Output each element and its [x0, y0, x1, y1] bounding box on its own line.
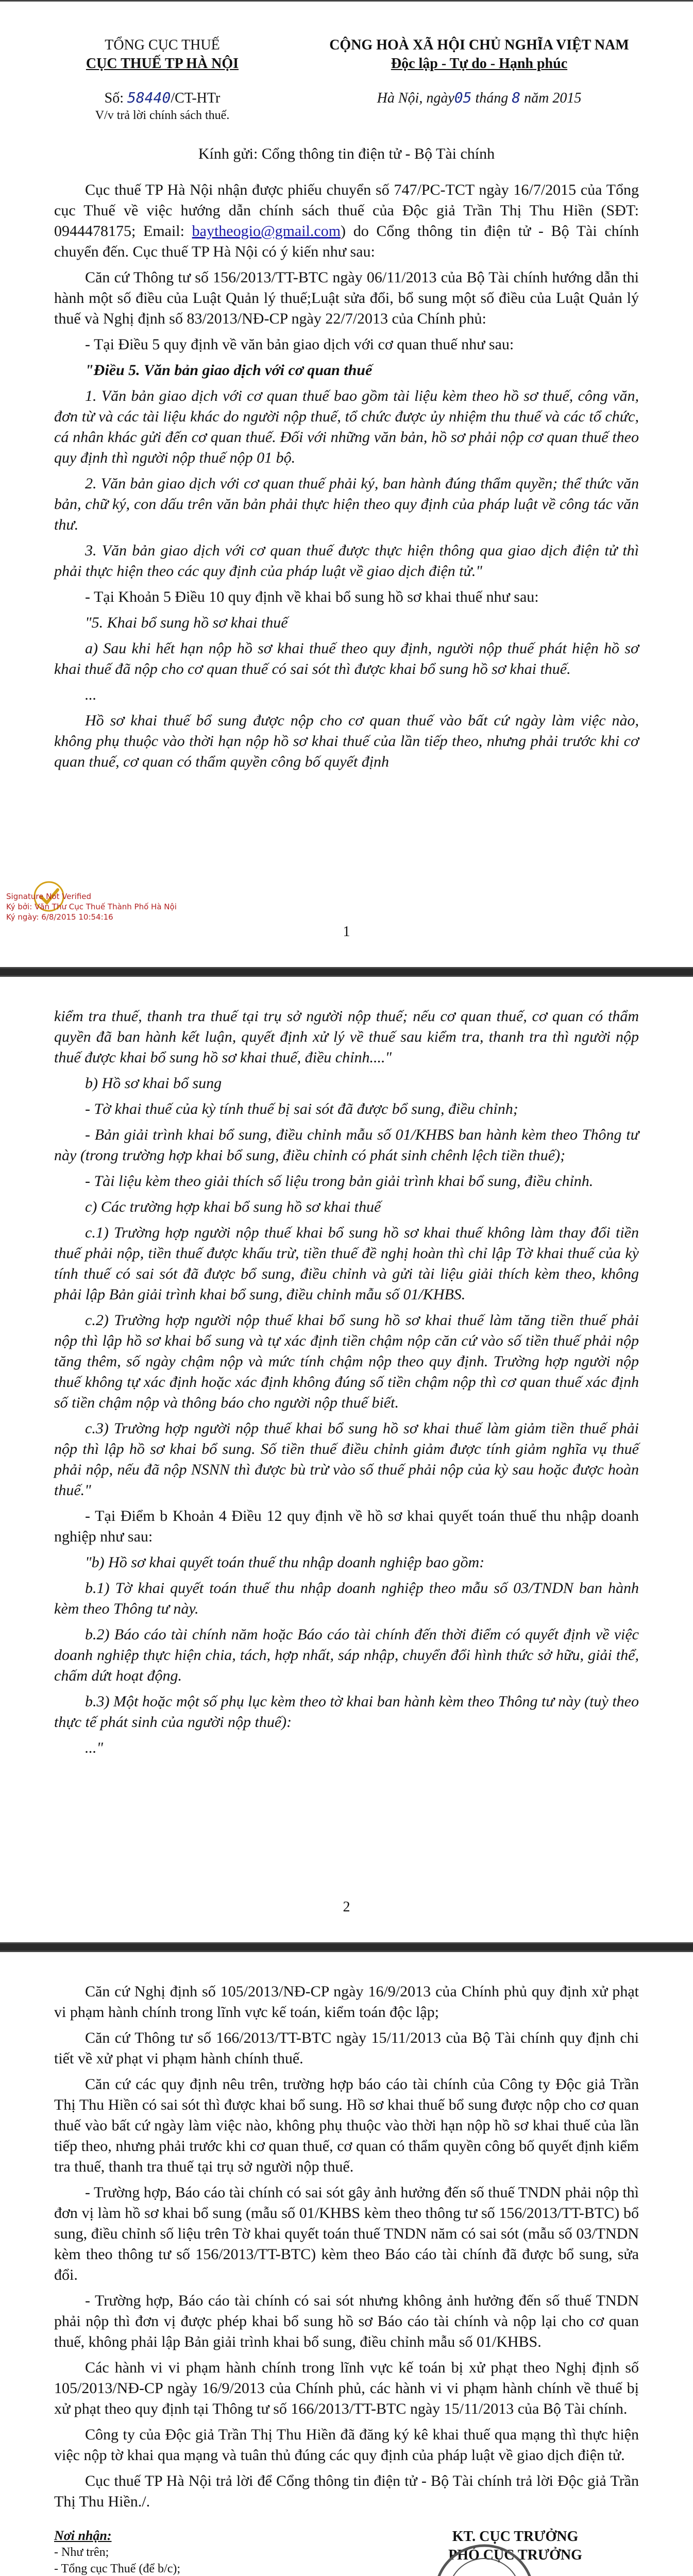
paragraph: Căn cứ Thông tư số 166/2013/TT-BTC ngày 15/11/2013 của Bộ Tài chính quy định chi tiết về xử phạt vi phạm hành chính thuế. — [54, 2029, 639, 2067]
country-name: CỘNG HOÀ XÃ HỘI CHỦ NGHĨA VIỆT NAM — [329, 37, 629, 53]
date-month-handwritten: 8 — [512, 89, 521, 106]
esign-status: Signature Not Verified — [6, 892, 92, 901]
motto: Độc lập - Tự do - Hạnh phúc — [391, 56, 568, 72]
page-separator — [0, 1944, 693, 1951]
signer-block — [392, 2528, 639, 2576]
date-mid: tháng — [475, 90, 509, 106]
issuing-agency — [54, 36, 271, 73]
page-edge — [0, 975, 693, 977]
quote-paragraph: 1. Văn bản giao dịch với cơ quan thuế bao gồm tài liệu kèm theo hồ sơ thuế, công văn, đơn từ và các tài liệu khác do người nộp thuế, tổ chức được ủy nhiệm thu thuế và các tổ chức, cá nhân khác gửi đến cơ quan thuế. Đối với những văn bản, hồ sơ phải nộp cơ quan thuế theo quy định thì người nộp thuế nộp 01 bộ. — [54, 387, 639, 466]
quote-paragraph: 3. Văn bản giao dịch với cơ quan thuế được thực hiện thông qua giao dịch điện tử thì phải thực hiện theo các quy định của pháp luật về giao dịch điện tử." — [54, 542, 639, 580]
digital-signature-info — [6, 891, 223, 922]
quote-heading: "b) Hồ sơ khai quyết toán thuế thu nhập doanh nghiệp bao gồm: — [85, 1554, 485, 1571]
intro-end-text: ) do Cổng thông tin điện tử - Bộ Tài chính chuyển đến. Cục thuế TP Hà Nội có ý kiến như sau: — [54, 223, 639, 260]
ellipsis: ..." — [85, 1739, 104, 1756]
agency-name: CỤC THUẾ TP HÀ NỘI — [86, 56, 239, 72]
quote-paragraph: a) Sau khi hết hạn nộp hồ sơ khai thuế theo quy định, người nộp thuế phát hiện hồ sơ khai thuế đã nộp cho cơ quan thuế có sai sót thì được khai bổ sung hồ sơ khai thuế. — [54, 640, 639, 677]
date-prefix: Hà Nội, ngày — [377, 90, 454, 106]
paragraph-intro — [54, 180, 639, 262]
paragraph: Căn cứ Thông tư số 156/2013/TT-BTC ngày 06/11/2013 của Bộ Tài chính hướng dẫn thi hành một số điều của Luật Quản lý thuế;Luật sửa đổi, bổ sung một số điều của Luật Quản lý thuế và Nghị định số 83/2013/NĐ-CP ngày 22/7/2013 của Chính phủ: — [54, 269, 639, 327]
quote-paragraph: c.3) Trường hợp người nộp thuế khai bổ sung hồ sơ khai thuế làm giảm tiền thuế phải nộp thì lập hồ sơ khai bổ sung. Số tiền thuế điều chỉnh giảm được tính giảm nghĩa vụ thuế phải nộp, nếu đã nộp NSNN thì được bù trừ vào số thuế phải nộp của kỳ sau hoặc được hoàn thuế." — [54, 1420, 639, 1499]
recipient: Kính gửi: Cổng thông tin điện tử - Bộ Tài chính — [198, 145, 495, 162]
paragraph: Công ty của Độc giả Trần Thị Thu Hiền đã đăng ký kê khai thuế qua mạng thì thực hiện việc nộp tờ khai qua mạng và tuân thủ đúng các quy định của pháp luật về giao dịch điện tử. — [54, 2426, 639, 2464]
quote-heading: c) Các trường hợp khai bổ sung hồ sơ khai thuế — [85, 1198, 381, 1215]
page-content — [54, 1981, 639, 2576]
paragraph: Căn cứ các quy định nêu trên, trường hợp báo cáo tài chính của Công ty Độc giả Trần Thị Thu Hiền có sai sót thì được khai bổ sung. Hồ sơ khai thuế bổ sung được nộp cho cơ quan thuế vào bất cứ ngày làm việc nào, không phụ thuộc vào thời hạn nộp hồ sơ khai thuế của lần tiếp theo, nhưng phải trước khi cơ quan thuế, cơ quan có thẩm quyền công bố quyết định kiểm tra thuế, thanh tra thuế tại trụ sở người nộp thuế. — [54, 2076, 639, 2175]
quote-heading: b) Hồ sơ khai bổ sung — [85, 1075, 222, 1092]
paragraph: Căn cứ Nghị định số 105/2013/NĐ-CP ngày 16/9/2013 của Chính phủ quy định xử phạt vi phạm hành chính trong lĩnh vực kế toán, kiểm toán độc lập; — [54, 1983, 639, 2021]
paragraph: - Trường hợp, Báo cáo tài chính có sai sót nhưng không ảnh hưởng đến số thuế TNDN phải nộp thì đơn vị được phép khai bổ sung hồ sơ Báo cáo tài chính và nộp lại cho cơ quan thuế, không phải lập Bản giải trình khai bổ sung, điều chỉnh mẫu số 01/KHBS. — [54, 2292, 639, 2350]
national-title — [319, 36, 639, 73]
page-number: 1 — [343, 924, 350, 940]
paragraph: Cục thuế TP Hà Nội trả lời để Cổng thông tin điện tử - Bộ Tài chính trả lời Độc giả Trần Thị Thu Hiền./. — [54, 2472, 639, 2510]
paragraph: - Tại Điểm b Khoản 4 Điều 12 quy định về hồ sơ khai quyết toán thuế thu nhập doanh nghiệp như sau: — [54, 1507, 639, 1545]
quote-paragraph: b.1) Tờ khai quyết toán thuế thu nhập doanh nghiệp theo mẫu số 03/TNDN ban hành kèm theo Thông tư này. — [54, 1580, 639, 1617]
doc-date — [319, 89, 639, 123]
esign-date: Ký ngày: 6/8/2015 10:54:16 — [6, 912, 113, 922]
doc-number-suffix: /CT-HTr — [171, 90, 221, 106]
paragraph: - Tại Điều 5 quy định về văn bản giao dịch với cơ quan thuế như sau: — [85, 336, 514, 353]
signature-block — [54, 2528, 639, 2576]
doc-number — [54, 89, 271, 108]
quote-paragraph: b.2) Báo cáo tài chính năm hoặc Báo cáo tài chính đến thời điểm có quyết định về việc doanh nghiệp thực hiện chia, tách, hợp nhất, sáp nhập, chuyển đổi hình thức sở hữu, giải thể, chấm dứt hoạt động. — [54, 1626, 639, 1684]
signer-title-2: PHÓ CỤC TRƯỞNG — [448, 2547, 582, 2563]
ellipsis: ... — [85, 686, 97, 703]
quote-paragraph: - Tài liệu kèm theo giải thích số liệu trong bản giải trình khai bổ sung, điều chỉnh. — [85, 1173, 594, 1190]
doc-number-handwritten: 58440 — [127, 89, 171, 106]
quote-heading: "5. Khai bổ sung hồ sơ khai thuế — [85, 614, 288, 631]
quote-paragraph: c.1) Trường hợp người nộp thuế khai bổ sung hồ sơ khai thuế không làm thay đổi tiền thuế phải nộp, tiền thuế được khấu trừ, tiền thuế đề nghị hoàn thì chỉ lập Tờ khai thuế của kỳ tính thuế có sai sót đã được bổ sung, điều chỉnh và gửi tài liệu giải thích kèm theo, không phải lập Bản giải trình khai bổ sung, điều chỉnh mẫu số 01/KHBS. — [54, 1224, 639, 1303]
doc-number-block — [54, 89, 271, 123]
intro-text: Cục thuế TP Hà Nội nhận được phiếu chuyển số 747/PC-TCT ngày 16/7/2015 của Tổng cục Thuế về việc hướng dẫn chính sách thuế của Độc giả Trần Thị Thu Hiền (SĐT: 0944478175; Email: — [54, 181, 639, 240]
recipients-list — [54, 2528, 250, 2576]
quote-paragraph: - Bản giải trình khai bổ sung, điều chỉnh mẫu số 01/KHBS ban hành kèm theo Thông tư này (trong trường hợp khai bổ sung, điều chỉnh có phát sinh chênh lệch tiền thuế); — [54, 1126, 639, 1164]
quote-heading: "Điều 5. Văn bản giao dịch với cơ quan thuế — [85, 362, 373, 379]
parent-agency: TỔNG CỤC THUẾ — [105, 37, 220, 53]
page-number: 2 — [343, 1899, 350, 1915]
signer-title-1: KT. CỤC TRƯỞNG — [452, 2529, 579, 2545]
page-separator — [0, 969, 693, 975]
quote-paragraph: c.2) Trường hợp người nộp thuế khai bổ sung hồ sơ khai thuế làm tăng tiền thuế phải nộp thì lập hồ sơ khai bổ sung và tự xác định tiền chậm nộp căn cứ vào số tiền thuế phải nộp tăng thêm, số ngày chậm nộp và mức tính chậm nộp theo quy định. Trường hợp người nộp thuế không tự xác định hoặc xác định không đúng số tiền chậm nộp thì cơ quan thuế xác định số tiền chậm nộp và thông báo cho người nộp thuế biết. — [54, 1312, 639, 1411]
date-day-handwritten: 05 — [454, 89, 472, 106]
page-content — [54, 36, 639, 777]
quote-paragraph: kiểm tra thuế, thanh tra thuế tại trụ sở người nộp thuế; nếu cơ quan thuế, cơ quan có thẩm quyền đã ban hành kết luận, quyết định xử lý về thuế sau kiểm tra, thanh tra thì người nộp thuế được khai bổ sung hồ sơ khai thuế, điều chỉnh...." — [54, 1008, 639, 1066]
page-edge — [0, 1951, 693, 1952]
date-suffix: năm 2015 — [524, 90, 582, 106]
esign-signer: Ký bởi: Văn Thư Cục Thuế Thành Phố Hà Nội — [6, 902, 177, 911]
doc-number-prefix: Số: — [104, 90, 124, 106]
quote-paragraph: - Tờ khai thuế của kỳ tính thuế bị sai sót đã được bổ sung, điều chỉnh; — [85, 1100, 518, 1117]
quote-paragraph: b.3) Một hoặc một số phụ lục kèm theo tờ khai ban hành kèm theo Thông tư này (tuỳ theo thực tế phát sinh của người nộp thuế): — [54, 1693, 639, 1731]
document-page-3 — [0, 1951, 693, 2576]
quote-paragraph: 2. Văn bản giao dịch với cơ quan thuế phải ký, ban hành đúng thẩm quyền; thể thức văn bản, chữ ký, con dấu trên văn bản phải thực hiện theo quy định của pháp luật về công tác văn thư. — [54, 475, 639, 533]
page-content — [54, 1006, 639, 1764]
document-page-1 — [0, 0, 693, 969]
email-link[interactable]: baytheogio@gmail.com — [192, 223, 341, 240]
doc-meta-row — [54, 89, 639, 123]
letterhead — [54, 36, 639, 73]
recipient-item: - Tổng cục Thuế (để b/c); — [54, 2562, 181, 2575]
paragraph: - Trường hợp, Báo cáo tài chính có sai sót gây ảnh hưởng đến số thuế TNDN phải nộp thì đơn vị làm hồ sơ khai bổ sung (mẫu số 01/KHBS kèm theo thông tư số 156/2013/TT-BTC) bổ sung, điều chỉnh số liệu trên Tờ khai quyết toán thuế TNDN năm có sai sót (mẫu số 03/TNDN kèm theo thông tư số 156/2013/TT-BTC) kèm theo Báo cáo tài chính đã được bổ sung, sửa đổi. — [54, 2184, 639, 2283]
document-page-2 — [0, 975, 693, 1944]
quote-paragraph: Hồ sơ khai thuế bổ sung được nộp cho cơ quan thuế vào bất cứ ngày làm việc nào, không phụ thuộc vào thời hạn nộp hồ sơ khai thuế của lần tiếp theo, nhưng phải trước khi cơ quan thuế, cơ quan có thẩm quyền công bố quyết định — [54, 712, 639, 770]
official-stamp-icon — [422, 2538, 577, 2576]
recipients-title: Nơi nhận: — [54, 2528, 112, 2543]
recipient-item: - Như trên; — [54, 2546, 109, 2559]
paragraph: - Tại Khoản 5 Điều 10 quy định về khai bổ sung hồ sơ khai thuế như sau: — [85, 588, 539, 605]
page-edge — [0, 0, 693, 2]
paragraph: Các hành vi vi phạm hành chính trong lĩnh vực kế toán bị xử phạt theo Nghị định số 105/2013/NĐ-CP ngày 16/9/2013 của Chính phủ, các hành vi vi phạm hành chính về thuế bị xử phạt theo quy định tại Thông tư số 166/2013/TT-BTC ngày 15/11/2013 của Bộ Tài chính. — [54, 2359, 639, 2417]
doc-subject: V/v trả lời chính sách thuế. — [95, 109, 230, 122]
